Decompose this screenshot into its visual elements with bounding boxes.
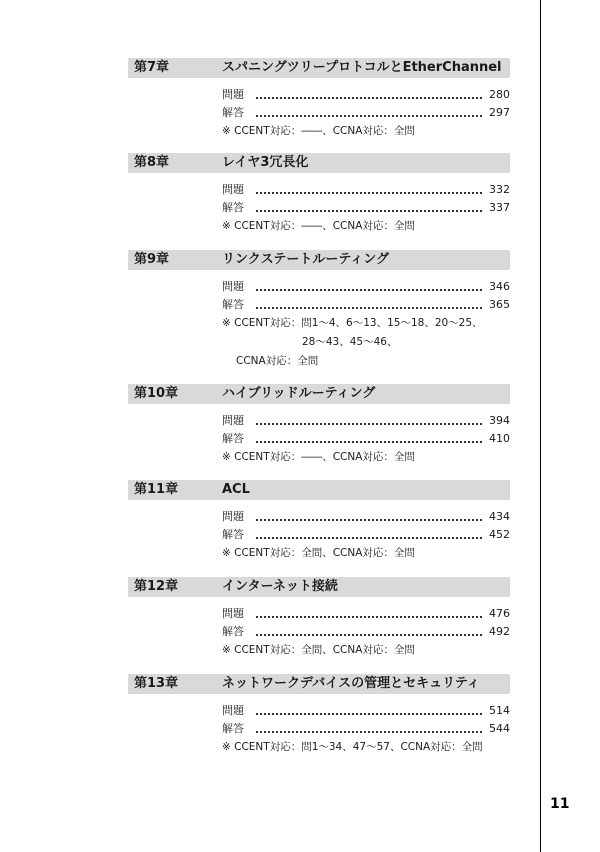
answer-entry[interactable] xyxy=(222,296,510,314)
answer-entry[interactable] xyxy=(222,104,510,122)
question-label: 問題 xyxy=(222,607,244,620)
page-edge-line xyxy=(540,0,541,852)
chapter-number: 第13章 xyxy=(134,676,179,691)
question-entry[interactable] xyxy=(222,605,510,623)
chapter-number: 第7章 xyxy=(134,60,170,75)
coverage-note: ※ CCENT対応：問1〜34、47〜57、CCNA対応：全問 xyxy=(222,741,483,753)
chapter-header xyxy=(128,674,510,694)
chapter-number: 第8章 xyxy=(134,155,170,170)
question-entry[interactable] xyxy=(222,412,510,430)
question-entry[interactable] xyxy=(222,86,510,104)
answer-entry[interactable] xyxy=(222,623,510,641)
question-page: 476 xyxy=(489,607,510,620)
answer-entry[interactable] xyxy=(222,720,510,738)
chapter-header xyxy=(128,577,510,597)
dot-leader xyxy=(256,440,482,443)
coverage-note: ※ CCENT対応：――、CCNA対応：全問 xyxy=(222,451,415,463)
answer-label: 解答 xyxy=(222,106,244,119)
dot-leader xyxy=(256,633,482,636)
answer-page: 297 xyxy=(489,106,510,119)
chapter-section xyxy=(128,577,510,660)
chapter-title[interactable]: ネットワークデバイスの管理とセキュリティ xyxy=(222,676,480,691)
question-page: 332 xyxy=(489,183,510,196)
question-label: 問題 xyxy=(222,510,244,523)
dot-leader xyxy=(256,422,482,425)
dot-leader xyxy=(256,712,482,715)
chapter-title[interactable]: スパニングツリープロトコルとEtherChannel xyxy=(222,60,502,75)
dot-leader xyxy=(256,536,482,539)
chapter-number: 第9章 xyxy=(134,252,170,267)
answer-page: 452 xyxy=(489,528,510,541)
chapter-header xyxy=(128,153,510,173)
answer-page: 544 xyxy=(489,722,510,735)
answer-label: 解答 xyxy=(222,201,244,214)
question-page: 514 xyxy=(489,704,510,717)
answer-page: 492 xyxy=(489,625,510,638)
dot-leader xyxy=(256,730,482,733)
question-page: 280 xyxy=(489,88,510,101)
answer-page: 365 xyxy=(489,298,510,311)
chapter-title[interactable]: ハイブリッドルーティング xyxy=(222,386,376,401)
chapter-title[interactable]: ACL xyxy=(222,482,250,497)
chapter-title[interactable]: リンクステートルーティング xyxy=(222,252,390,267)
question-page: 394 xyxy=(489,414,510,427)
chapter-section xyxy=(128,480,510,563)
chapter-title[interactable]: インターネット接続 xyxy=(222,579,338,594)
question-label: 問題 xyxy=(222,183,244,196)
dot-leader xyxy=(256,615,482,618)
dot-leader xyxy=(256,288,482,291)
coverage-note: ※ CCENT対応：――、CCNA対応：全問 xyxy=(222,220,415,232)
chapter-header xyxy=(128,384,510,404)
question-entry[interactable] xyxy=(222,508,510,526)
question-label: 問題 xyxy=(222,88,244,101)
answer-label: 解答 xyxy=(222,528,244,541)
chapter-header xyxy=(128,58,510,78)
dot-leader xyxy=(256,96,482,99)
answer-page: 410 xyxy=(489,432,510,445)
question-entry[interactable] xyxy=(222,278,510,296)
answer-label: 解答 xyxy=(222,298,244,311)
chapter-section xyxy=(128,674,510,757)
answer-entry[interactable] xyxy=(222,199,510,217)
dot-leader xyxy=(256,306,482,309)
dot-leader xyxy=(256,209,482,212)
answer-page: 337 xyxy=(489,201,510,214)
chapter-number: 第10章 xyxy=(134,386,179,401)
page-number: 11 xyxy=(550,796,570,812)
dot-leader xyxy=(256,114,482,117)
coverage-note: ※ CCENT対応：全問、CCNA対応：全問 xyxy=(222,644,415,656)
coverage-note-continued: 28〜43、45〜46、 xyxy=(302,336,398,348)
coverage-note: ※ CCENT対応：――、CCNA対応：全問 xyxy=(222,125,415,137)
dot-leader xyxy=(256,191,482,194)
question-label: 問題 xyxy=(222,280,244,293)
chapter-number: 第12章 xyxy=(134,579,179,594)
question-label: 問題 xyxy=(222,414,244,427)
coverage-note: ※ CCENT対応：全問、CCNA対応：全問 xyxy=(222,547,415,559)
dot-leader xyxy=(256,518,482,521)
coverage-note: ※ CCENT対応：問1〜4、6〜13、15〜18、20〜25、 xyxy=(222,317,483,329)
question-entry[interactable] xyxy=(222,181,510,199)
chapter-title[interactable]: レイヤ3冗長化 xyxy=(222,155,309,170)
answer-entry[interactable] xyxy=(222,526,510,544)
chapter-header xyxy=(128,250,510,270)
coverage-note-continued: CCNA対応：全問 xyxy=(236,355,319,367)
answer-label: 解答 xyxy=(222,625,244,638)
chapter-header xyxy=(128,480,510,500)
chapter-section xyxy=(128,153,510,236)
question-page: 346 xyxy=(489,280,510,293)
answer-entry[interactable] xyxy=(222,430,510,448)
answer-label: 解答 xyxy=(222,722,244,735)
question-entry[interactable] xyxy=(222,702,510,720)
chapter-section xyxy=(128,250,510,371)
chapter-section xyxy=(128,58,510,141)
chapter-section xyxy=(128,384,510,467)
answer-label: 解答 xyxy=(222,432,244,445)
question-label: 問題 xyxy=(222,704,244,717)
question-page: 434 xyxy=(489,510,510,523)
chapter-number: 第11章 xyxy=(134,482,179,497)
